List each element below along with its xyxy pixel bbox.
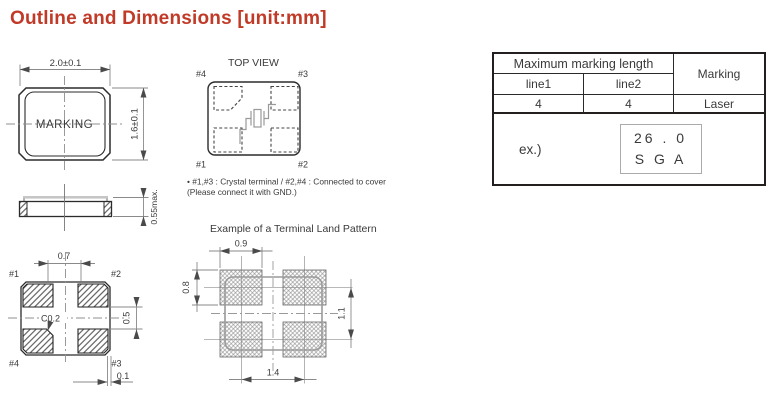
line1-column-header: line1	[494, 74, 584, 95]
side-terminal-left	[20, 202, 28, 217]
marking-method-value: Laser	[673, 95, 764, 114]
land-pattern-title: Example of a Terminal Land Pattern	[210, 223, 377, 235]
front-dim-width: 2.0±0.1	[49, 58, 82, 69]
land-pad-top-right	[283, 270, 326, 305]
marking-example-line2: S G A	[634, 151, 687, 167]
bottom-pad-2	[78, 284, 108, 307]
land-dim-pitch-vertical: 1.1	[336, 307, 347, 320]
marking-example-line1: 26 . 0	[634, 130, 688, 146]
bottom-dim-pad-width: 0.7	[57, 251, 71, 261]
bottom-pad-4	[23, 329, 53, 353]
bottom-dim-07	[34, 260, 95, 281]
terminal-note	[187, 177, 386, 198]
land-dim-08	[192, 262, 218, 312]
land-dim-09	[209, 247, 273, 268]
line1-value: 4	[494, 95, 584, 114]
bottom-dim-edge-gap: 0.1	[116, 371, 130, 381]
marking-example-row	[494, 114, 764, 184]
front-marking-label: MARKING	[35, 119, 94, 131]
bottom-pad-1	[23, 284, 53, 307]
land-dim-pad-height: 0.8	[181, 281, 191, 294]
front-view	[6, 58, 148, 172]
side-terminal-right	[104, 202, 112, 217]
top-view-title: TOP VIEW	[228, 57, 279, 69]
bottom-dim-chamfer: C0.2	[41, 313, 61, 324]
bottom-pad-4-label: #4	[9, 358, 20, 369]
terminal-note-line2: (Please connect it with GND.)	[187, 187, 297, 197]
land-pad-top-left	[220, 270, 262, 305]
top-pad-1-label: #1	[196, 159, 207, 170]
side-dim-height: 0.55max.	[149, 189, 159, 225]
top-pad-4-label: #4	[196, 69, 207, 79]
side-lid	[23, 196, 108, 199]
line2-column-header: line2	[584, 74, 673, 95]
land-pad-bottom-right	[283, 322, 326, 357]
page-title: Outline and Dimensions [unit:mm]	[10, 8, 327, 29]
bottom-pad-2-label: #2	[111, 269, 122, 279]
land-dim-pad-width: 0.9	[234, 238, 248, 249]
example-label: ex.)	[519, 141, 542, 157]
bottom-dim-pad-gap: 0.5	[121, 311, 132, 325]
side-body	[20, 202, 112, 217]
terminal-note-line1: • #1,#3 : Crystal terminal / #2,#4 : Connected to cover	[187, 176, 386, 187]
land-dim-pitch-horizontal: 1.4	[266, 367, 280, 378]
side-dim-lines	[113, 189, 149, 225]
bottom-pad-3	[78, 329, 108, 353]
marking-example-box	[620, 124, 702, 174]
top-pad-3-label: #3	[298, 69, 309, 79]
top-pad-2-label: #2	[298, 159, 309, 170]
line2-value: 4	[584, 95, 673, 114]
front-dim-height: 1.6±0.1	[129, 108, 141, 140]
bottom-pad-3-label: #3	[111, 358, 122, 369]
land-pattern	[181, 223, 377, 384]
marking-table-header: Maximum marking length	[494, 54, 673, 74]
side-view	[20, 184, 160, 231]
bottom-view	[8, 251, 143, 386]
marking-column-header: Marking	[673, 54, 764, 95]
top-view	[196, 57, 308, 170]
marking-table	[492, 52, 766, 186]
land-pad-bottom-left	[220, 322, 262, 357]
bottom-pad-1-label: #1	[9, 269, 20, 279]
